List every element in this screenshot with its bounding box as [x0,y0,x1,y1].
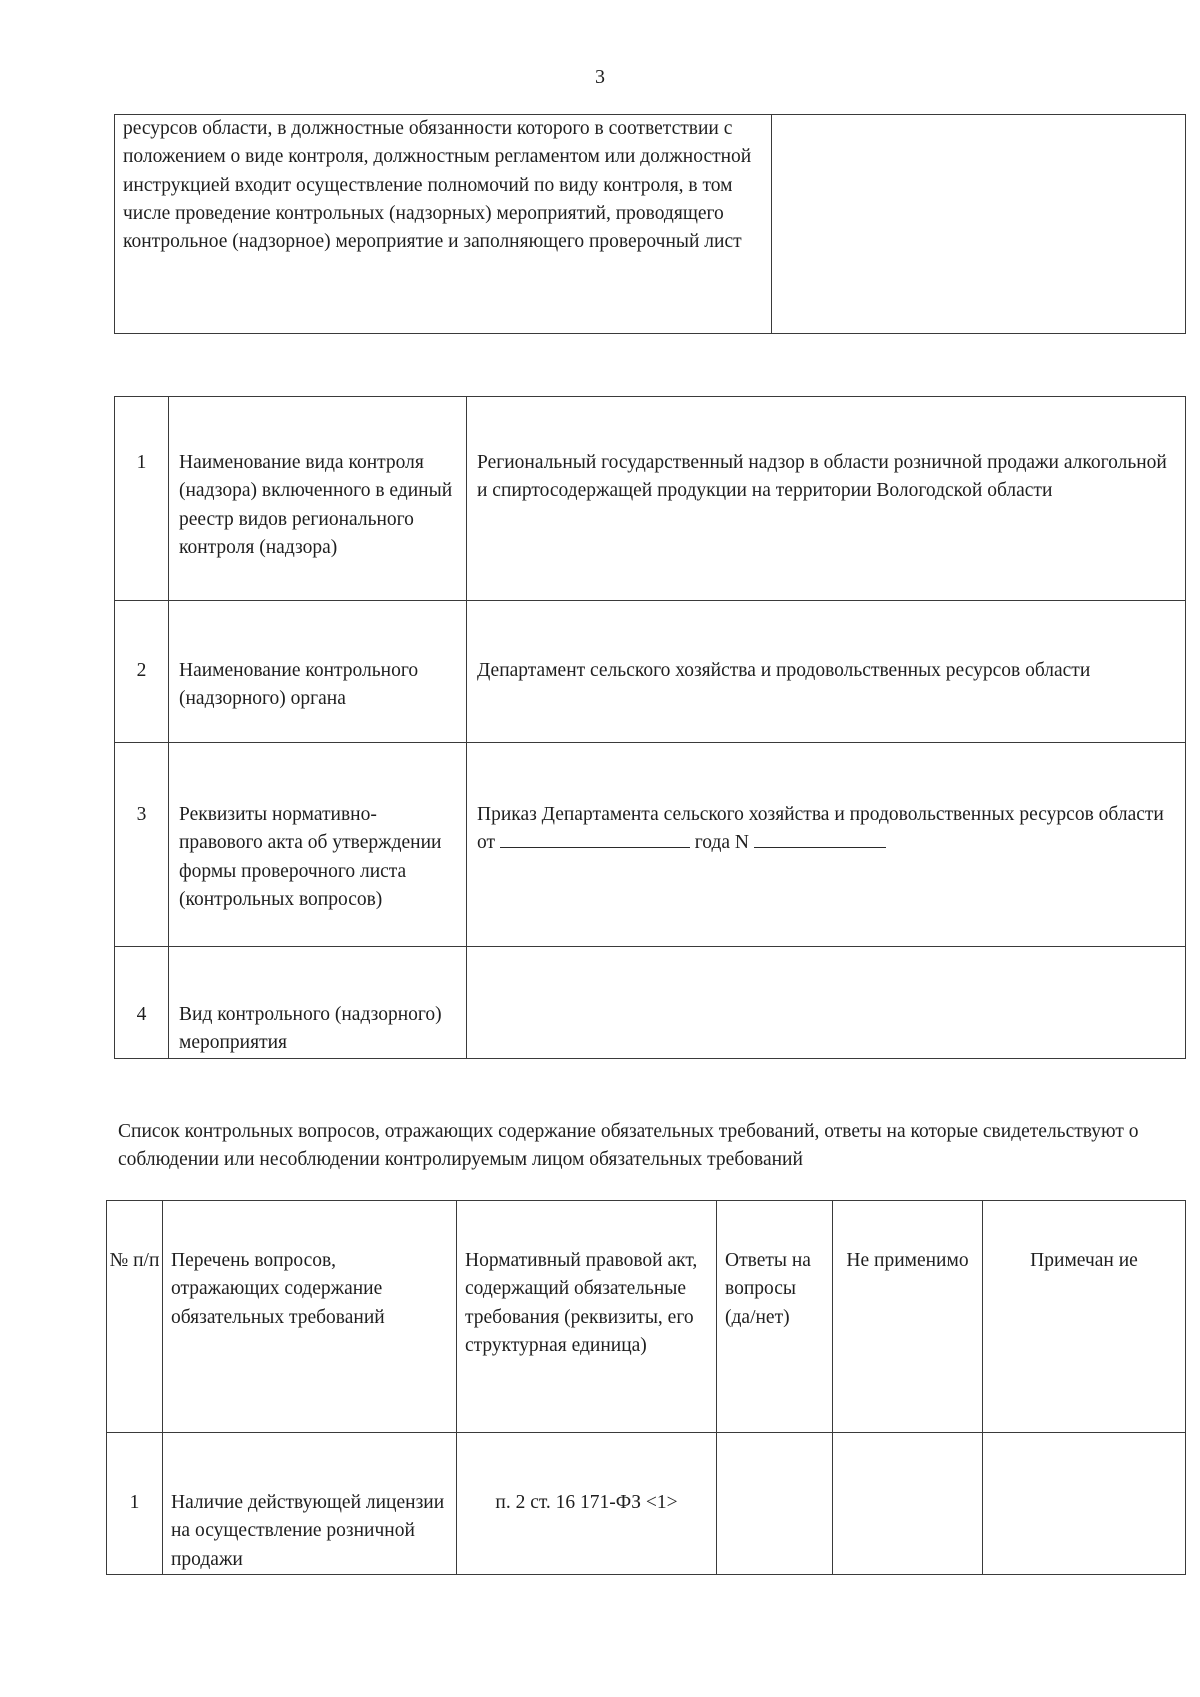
row-number: 3 [115,743,169,947]
row-label: Наименование вида контроля (надзора) включенного в единый реестр видов регионального контроля (надзора) [169,397,467,601]
inspector-description-cell: ресурсов области, в должностные обязанности которого в соответствии с положением о виде контроля, должностным регламентом или должностной инструкцией входит осуществление полномочий по виду контроля, в том числе проведение контрольных (надзорных) мероприятий, проводящего контрольное (надзорное) мероприятие и заполняющего проверочный лист [115,115,772,334]
header-not-applicable: Не применимо [833,1201,983,1433]
control-questions-table [106,1200,1186,1575]
table-row [115,115,1186,334]
table-header-row [107,1201,1186,1433]
questions-list-caption: Список контрольных вопросов, отражающих содержание обязательных требований, ответы на которые свидетельствуют о соблюдении или несоблюдении контролируемым лицом обязательных требований [118,1121,1139,1171]
question-legal-act: п. 2 ст. 16 171-ФЗ <1> [457,1433,717,1575]
row-value [467,947,1186,1059]
order-number-label: года N [694,832,749,854]
row-number: 1 [115,397,169,601]
header-answer: Ответы на вопросы (да/нет) [717,1201,833,1433]
inspector-value-cell [772,115,1186,334]
table-row [115,947,1186,1059]
row-number: 4 [115,947,169,1059]
header-note: Примечан ие [983,1201,1186,1433]
header-question: Перечень вопросов, отражающих содержание обязательных требований [163,1201,457,1433]
row-value: Департамент сельского хозяйства и продовольственных ресурсов области [467,601,1186,743]
row-number: 2 [115,601,169,743]
question-number: 1 [107,1433,163,1575]
row-label: Наименование контрольного (надзорного) органа [169,601,467,743]
row-label: Реквизиты нормативно-правового акта об утверждении формы проверочного листа (контрольных вопросов) [169,743,467,947]
note-cell[interactable] [983,1433,1186,1575]
general-info-table [114,396,1186,1059]
row-value: Региональный государственный надзор в области розничной продажи алкогольной и спиртосодержащей продукции на территории Вологодской области [467,397,1186,601]
table-row [115,397,1186,601]
table-row [107,1433,1186,1575]
table-row [115,743,1186,947]
number-blank-line [754,829,886,848]
row-label: Вид контрольного (надзорного) мероприятия [169,947,467,1059]
table-row [115,601,1186,743]
question-text: Наличие действующей лицензии на осуществление розничной продажи [163,1433,457,1575]
not-applicable-cell[interactable] [833,1433,983,1575]
answer-cell[interactable] [717,1433,833,1575]
date-blank-line [500,829,690,848]
header-legal-act: Нормативный правовой акт, содержащий обязательные требования (реквизиты, его структурная единица) [457,1201,717,1433]
order-text: Приказ Департамента сельского хозяйства и продовольственных ресурсов области от [477,804,1164,854]
page-number: 3 [595,66,605,88]
inspector-table [114,114,1186,334]
row-value [467,743,1186,947]
header-num: № п/п [107,1201,163,1433]
